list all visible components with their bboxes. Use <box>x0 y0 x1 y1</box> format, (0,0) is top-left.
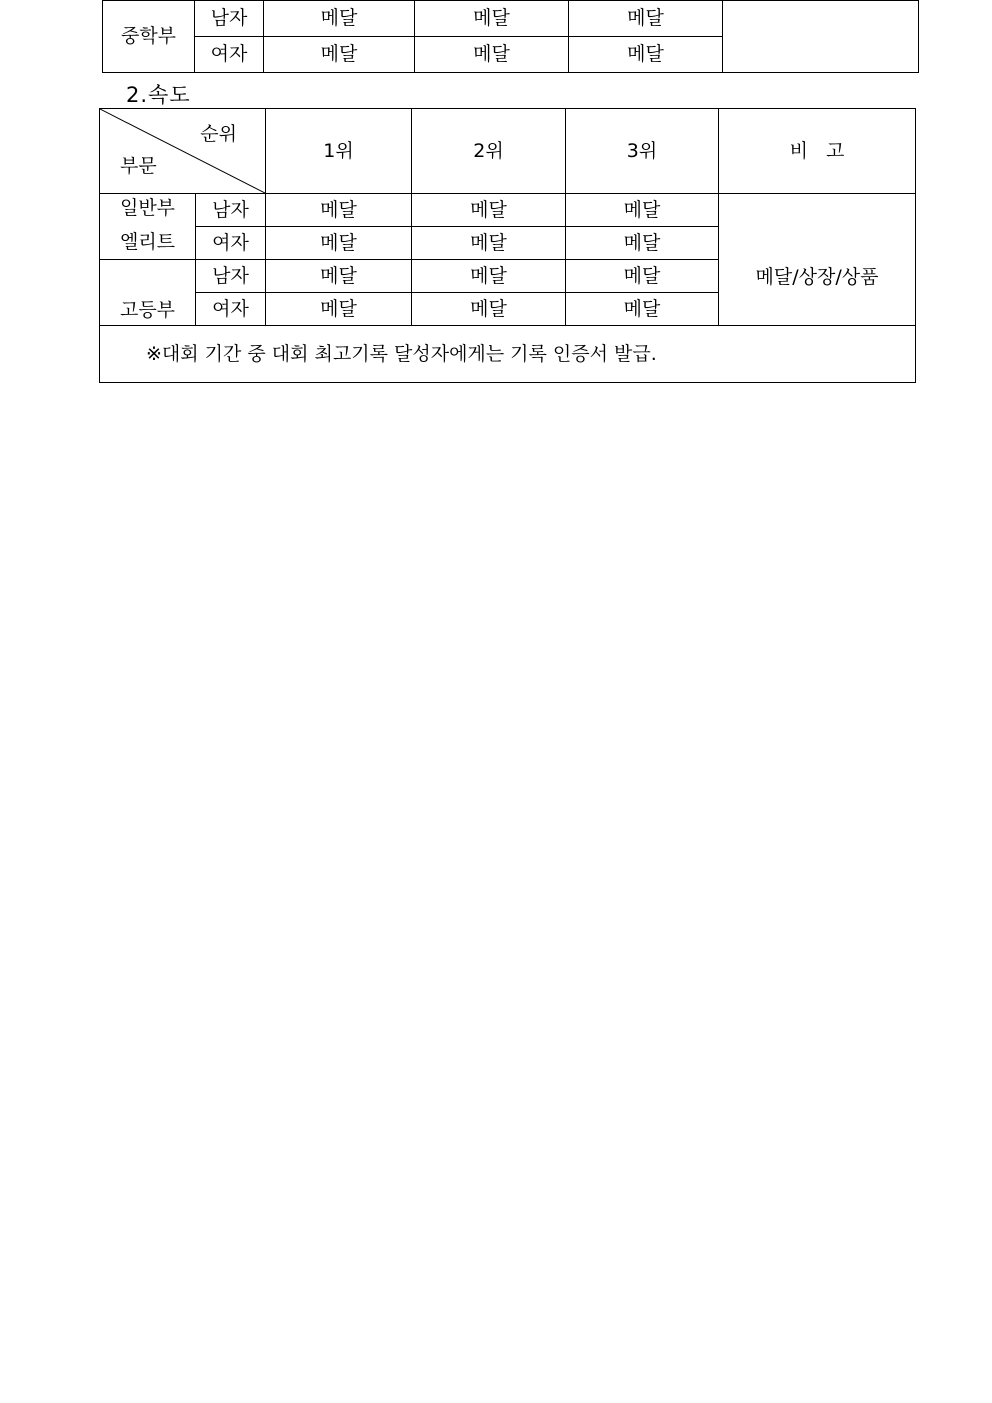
gender-cell: 남자 <box>195 1 264 37</box>
gender-cell: 여자 <box>195 37 264 73</box>
second-place-cell: 메달 <box>415 1 569 37</box>
record-certificate-note: ※대회 기간 중 대회 최고기록 달성자에게는 기록 인증서 발급. <box>100 326 916 383</box>
header-first-place: 1위 <box>266 109 412 194</box>
diagonal-divider-line <box>100 109 265 193</box>
table-row <box>103 1 919 37</box>
diagonal-header-cell <box>100 109 266 194</box>
second-place-cell: 메달 <box>412 293 566 326</box>
division-elite-line2: 엘리트 <box>119 231 176 253</box>
second-place-cell: 메달 <box>412 194 566 227</box>
first-place-cell: 메달 <box>264 37 415 73</box>
third-place-cell: 메달 <box>569 37 723 73</box>
remark-cell: 메달/상장/상품 <box>719 194 916 326</box>
gender-cell: 여자 <box>196 227 266 260</box>
header-remark-text: 비 고 <box>789 139 845 162</box>
prize-table-continued <box>102 0 919 73</box>
division-elite-line1: 일반부 <box>119 197 176 219</box>
header-third-place: 3위 <box>566 109 719 194</box>
gender-cell: 남자 <box>196 260 266 293</box>
rank-label: 순위 <box>200 123 237 145</box>
header-second-place: 2위 <box>412 109 566 194</box>
speed-prize-table <box>99 108 916 383</box>
remark-cell <box>723 1 919 73</box>
gender-cell: 남자 <box>196 194 266 227</box>
division-label: 부문 <box>120 155 157 177</box>
header-remark <box>719 109 916 194</box>
first-place-cell: 메달 <box>266 227 412 260</box>
third-place-cell: 메달 <box>566 227 719 260</box>
gender-cell: 여자 <box>196 293 266 326</box>
third-place-cell: 메달 <box>566 293 719 326</box>
second-place-cell: 메달 <box>412 227 566 260</box>
second-place-cell: 메달 <box>412 260 566 293</box>
second-place-cell: 메달 <box>415 37 569 73</box>
third-place-cell: 메달 <box>566 194 719 227</box>
header-row <box>100 109 916 194</box>
division-cell-middle-school: 중학부 <box>103 1 195 73</box>
division-cell-high-school <box>100 260 196 326</box>
division-cell-elite <box>100 194 196 260</box>
first-place-cell: 메달 <box>266 194 412 227</box>
table-row <box>100 194 916 227</box>
first-place-cell: 메달 <box>266 260 412 293</box>
section-title: 2.속도 <box>126 83 191 107</box>
third-place-cell: 메달 <box>566 260 719 293</box>
first-place-cell: 메달 <box>266 293 412 326</box>
first-place-cell: 메달 <box>264 1 415 37</box>
note-row <box>100 326 916 383</box>
division-high-school-label: 고등부 <box>119 299 176 321</box>
third-place-cell: 메달 <box>569 1 723 37</box>
